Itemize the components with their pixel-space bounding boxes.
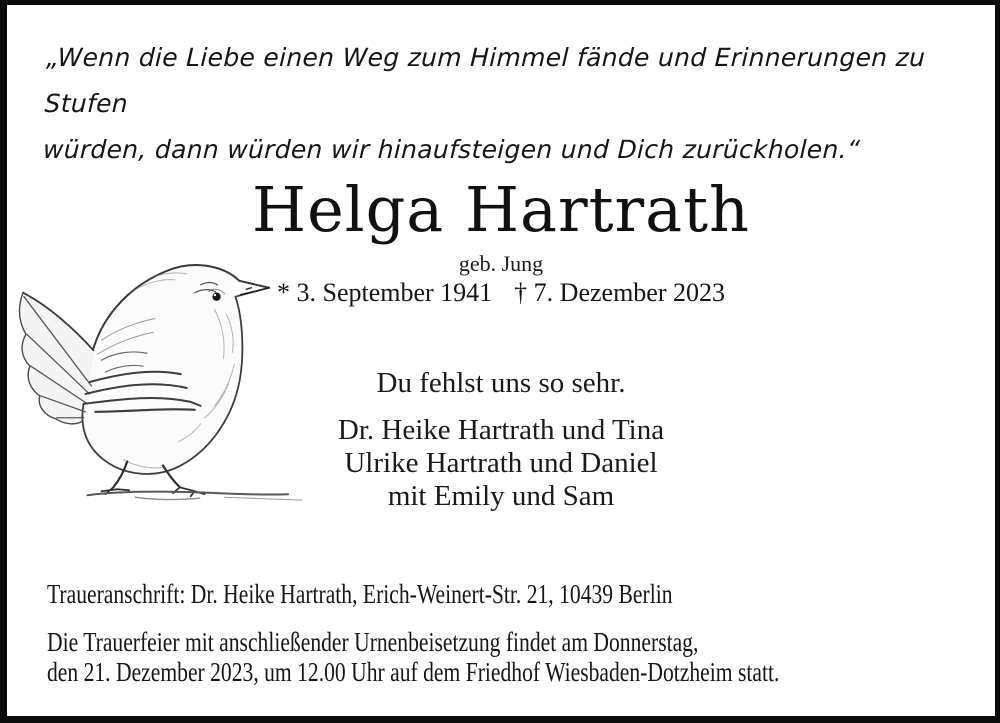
funeral-details [47,627,779,687]
mourner-line: Ulrike Hartrath und Daniel [344,447,658,479]
memorial-quote [42,35,937,173]
memorial-quote-line-2: würden, dann würden wir hinaufsteigen und Dich zurückholen.“ [42,135,861,164]
birth-date: * 3. September 1941 [276,278,493,307]
maiden-name: geb. Jung [458,251,544,276]
bird-eye [212,293,220,301]
death-date: † 7. Dezember 2023 [514,278,725,307]
farewell-message: Du fehlst uns so sehr. [376,367,626,399]
memorial-quote-line-1: „Wenn die Liebe einen Weg zum Himmel fände und Erinnerungen zu Stufen [44,43,926,118]
mourner-line: mit Emily und Sam [387,480,615,512]
deceased-name: Helga Hartrath [252,173,750,246]
bird-tail [19,293,93,424]
condolence-address: Traueranschrift: Dr. Heike Hartrath, Erich-Weinert-Str. 21, 10439 Berlin [47,579,673,609]
mourner-line: Dr. Heike Hartrath und Tina [337,414,665,446]
funeral-details-line-1: Die Trauerfeier mit anschließender Urnenbeisetzung findet am Donnerstag, [47,627,699,657]
funeral-details-line-2: den 21. Dezember 2023, um 12.00 Uhr auf dem Friedhof Wiesbaden-Dotzheim statt. [47,657,780,687]
mourners-list [7,414,995,513]
